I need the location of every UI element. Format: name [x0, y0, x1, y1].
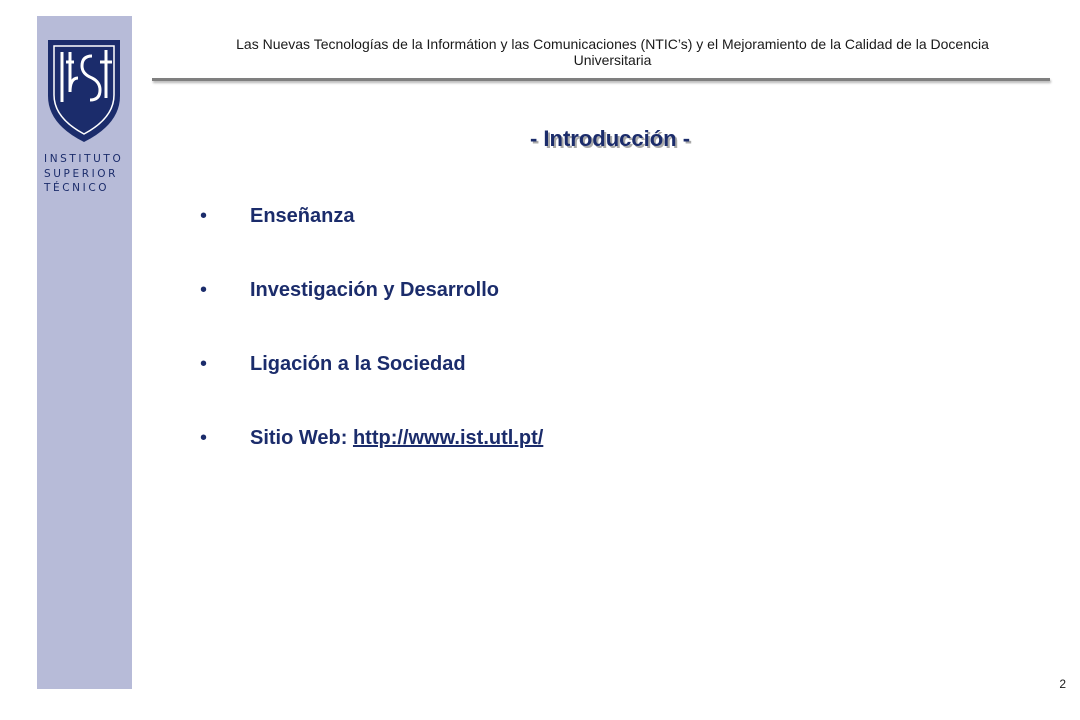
header-divider: [152, 78, 1050, 81]
slide-title: - Introducción -: [529, 126, 691, 151]
logo-line-tecnico: TÉCNICO: [44, 182, 110, 194]
slide-header: [160, 36, 1065, 68]
bullet-text-ligacion: Ligación a la Sociedad: [250, 353, 466, 375]
page-number: 2: [1059, 677, 1066, 691]
bullet-text-ensenanza: Enseñanza: [250, 205, 355, 227]
header-line-1: Las Nuevas Tecnologías de la Informátion y las Comunicaciones (NTIC’s) y el Mejoramiento de la Calidad de la Docencia: [236, 36, 989, 52]
logo-wordmark: [44, 152, 128, 196]
bullet-icon: •: [200, 205, 208, 227]
bullet-text-investigacion: Investigación y Desarrollo: [250, 279, 499, 301]
bullet-text-website: [250, 427, 543, 450]
logo-line-instituto: INSTITUTO: [44, 153, 124, 165]
ist-shield-logo-icon: [46, 38, 122, 144]
header-line-2: Universitaria: [573, 52, 652, 68]
bullet-icon: •: [200, 279, 208, 301]
logo-line-superior: SUPERIOR: [44, 167, 119, 180]
bullet-icon: •: [200, 353, 208, 375]
website-link[interactable]: http://www.ist.utl.pt/: [352, 427, 544, 449]
bullet-icon: •: [200, 427, 208, 449]
website-label: Sitio Web:: [250, 427, 353, 449]
